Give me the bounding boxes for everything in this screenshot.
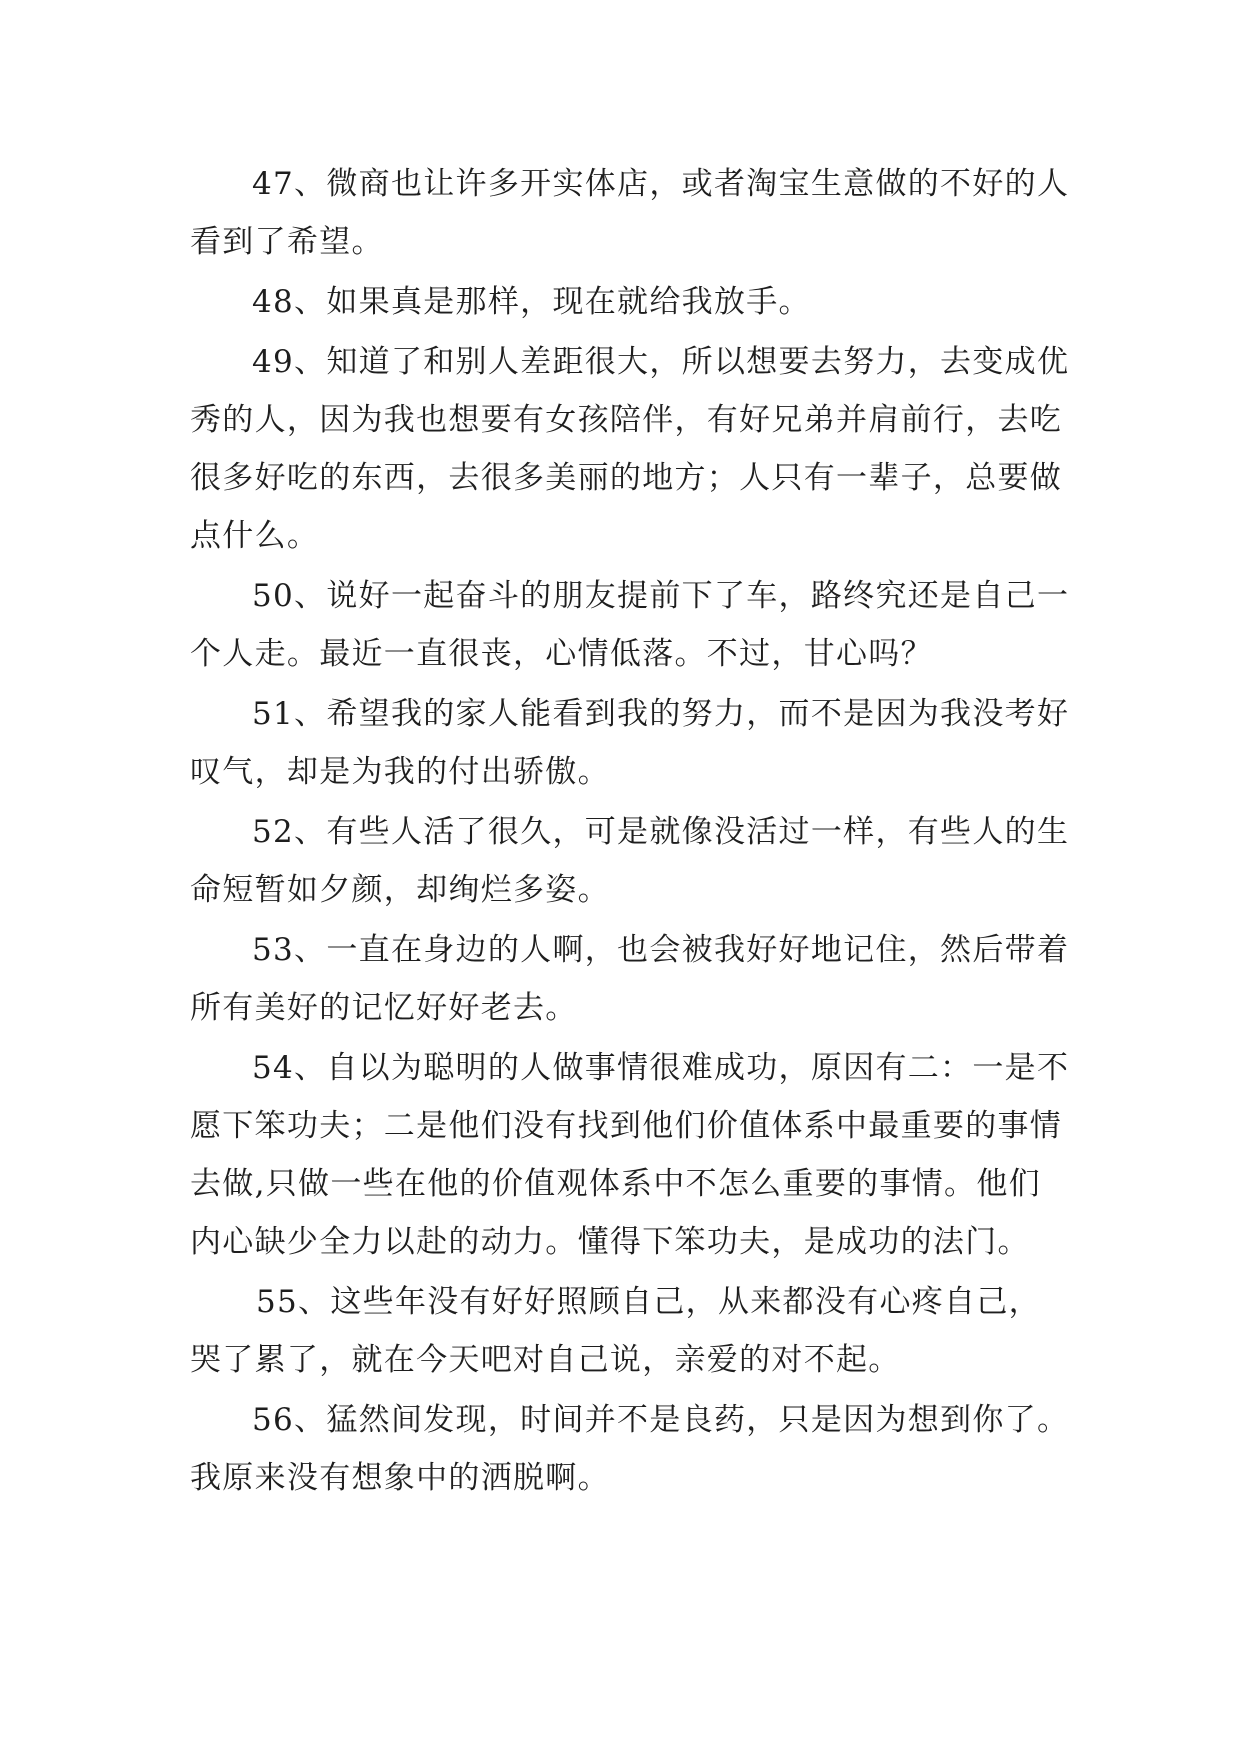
paragraph-55: 55、这些年没有好好照顾自己，从来都没有心疼自己，哭了累了，就在今天吧对自己说，亲爱的对不起。	[190, 1284, 1041, 1378]
paragraph-53: 53、一直在身边的人啊，也会被我好好地记住，然后带着所有美好的记忆好好老去。	[190, 932, 1070, 1026]
paragraph-52: 52、有些人活了很久，可是就像没活过一样，有些人的生命短暂如夕颜，却绚烂多姿。	[190, 814, 1070, 908]
paragraph-50: 50、说好一起奋斗的朋友提前下了车，路终究还是自己一个人走。最近一直很丧，心情低落。不过，甘心吗？	[190, 578, 1070, 672]
paragraph-47: 47、微商也让许多开实体店，或者淘宝生意做的不好的人看到了希望。	[190, 166, 1070, 260]
paragraph-49: 49、知道了和别人差距很大，所以想要去努力，去变成优秀的人，因为我也想要有女孩陪伴，有好兄弟并肩前行，去吃很多好吃的东西，去很多美丽的地方；人只有一辈子，总要做点什么。	[190, 344, 1070, 554]
paragraph-56: 56、猛然间发现，时间并不是良药，只是因为想到你了。我原来没有想象中的洒脱啊。	[190, 1402, 1070, 1496]
document-body	[190, 155, 1070, 1509]
paragraph-54: 54、自以为聪明的人做事情很难成功，原因有二：一是不愿下笨功夫；二是他们没有找到他们价值体系中最重要的事情去做,只做一些在他的价值观体系中不怎么重要的事情。他们内心缺少全力以赴的动力。懂得下笨功夫，是成功的法门。	[190, 1050, 1070, 1260]
paragraph-48: 48、如果真是那样，现在就给我放手。	[252, 284, 811, 320]
paragraph-51: 51、希望我的家人能看到我的努力，而不是因为我没考好叹气，却是为我的付出骄傲。	[190, 696, 1070, 790]
